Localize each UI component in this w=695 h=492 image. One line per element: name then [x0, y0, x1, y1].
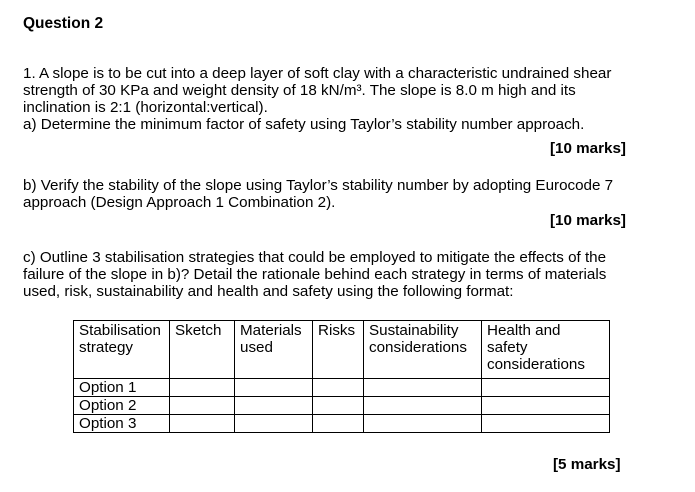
strategy-table [73, 320, 610, 433]
intro-text [23, 65, 611, 133]
table-row [74, 379, 610, 397]
header-sustainability: Sustainability considerations [364, 321, 482, 379]
table-cell [170, 415, 235, 433]
part-b-line: b) Verify the stability of the slope using Taylor’s stability number by adopting Eurocode 7 [23, 177, 614, 194]
table-header-row [74, 321, 610, 379]
part-c-line: c) Outline 3 stabilisation strategies that could be employed to mitigate the effects of the [23, 249, 607, 266]
option-label: Option 1 [74, 379, 170, 397]
option-label: Option 2 [74, 397, 170, 415]
table-cell [482, 397, 610, 415]
part-b-marks: [10 marks] [550, 212, 626, 229]
intro-line: inclination is 2:1 (horizontal:vertical). [23, 99, 268, 116]
table-cell [235, 397, 313, 415]
table-cell [364, 379, 482, 397]
part-c-line: used, risk, sustainability and health and safety using the following format: [23, 283, 514, 300]
table-cell [170, 397, 235, 415]
header-risks: Risks [313, 321, 364, 379]
header-stabilisation-strategy: Stabilisation strategy [74, 321, 170, 379]
option-label: Option 3 [74, 415, 170, 433]
header-materials-used: Materials used [235, 321, 313, 379]
table-row [74, 397, 610, 415]
table-cell [364, 397, 482, 415]
table-row [74, 415, 610, 433]
header-health-safety: Health and safety considerations [482, 321, 610, 379]
question-title: Question 2 [23, 15, 104, 32]
table-cell [313, 379, 364, 397]
part-a-marks: [10 marks] [550, 140, 626, 157]
table-cell [235, 379, 313, 397]
part-b-line: approach (Design Approach 1 Combination 2). [23, 194, 336, 211]
table-cell [482, 379, 610, 397]
header-sketch: Sketch [170, 321, 235, 379]
table-cell [313, 397, 364, 415]
table-cell [482, 415, 610, 433]
table-cell [364, 415, 482, 433]
table-cell [235, 415, 313, 433]
part-a-text: a) Determine the minimum factor of safety using Taylor’s stability number approach. [23, 116, 585, 133]
table-cell [313, 415, 364, 433]
part-c-text [23, 249, 606, 300]
table-cell [170, 379, 235, 397]
part-c-marks: [5 marks] [553, 456, 621, 473]
part-b-text [23, 177, 613, 211]
part-c-line: failure of the slope in b)? Detail the rationale behind each strategy in terms of materials [23, 266, 607, 283]
intro-line: strength of 30 KPa and weight density of 18 kN/m³. The slope is 8.0 m high and its [23, 82, 576, 99]
intro-line: 1. A slope is to be cut into a deep layer of soft clay with a characteristic undrained shear [23, 65, 612, 82]
